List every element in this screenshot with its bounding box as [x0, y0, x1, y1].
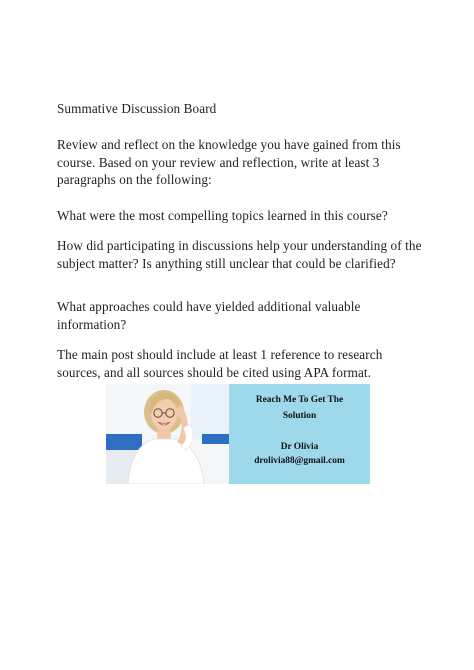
woman-photo: [106, 384, 229, 484]
question-approaches: What approaches could have yielded additional valuable information?: [57, 299, 361, 332]
contact-name: Dr Olivia: [280, 442, 319, 452]
contact-card: [229, 384, 370, 484]
contact-email[interactable]: drolivia88@gmail.com: [254, 456, 345, 466]
contact-heading-line2: Solution: [282, 411, 317, 421]
citation-requirement: The main post should include at least 1 reference to research sources, and all sources should be cited using APA format.: [57, 347, 383, 380]
contact-heading: [229, 392, 370, 424]
instructions-paragraph: Review and reflect on the knowledge you have gained from this course. Based on your review and reflection, write at least 3 paragraphs on the following:: [57, 137, 401, 187]
contact-heading-line1: Reach Me To Get The: [255, 395, 344, 405]
document-title: Summative Discussion Board: [57, 101, 217, 116]
question-discussions: How did participating in discussions help your understanding of the subject matter? Is anything still unclear that could be clarified?: [57, 238, 422, 271]
promo-banner: [106, 384, 370, 484]
question-compelling-topics: What were the most compelling topics learned in this course?: [57, 208, 388, 223]
